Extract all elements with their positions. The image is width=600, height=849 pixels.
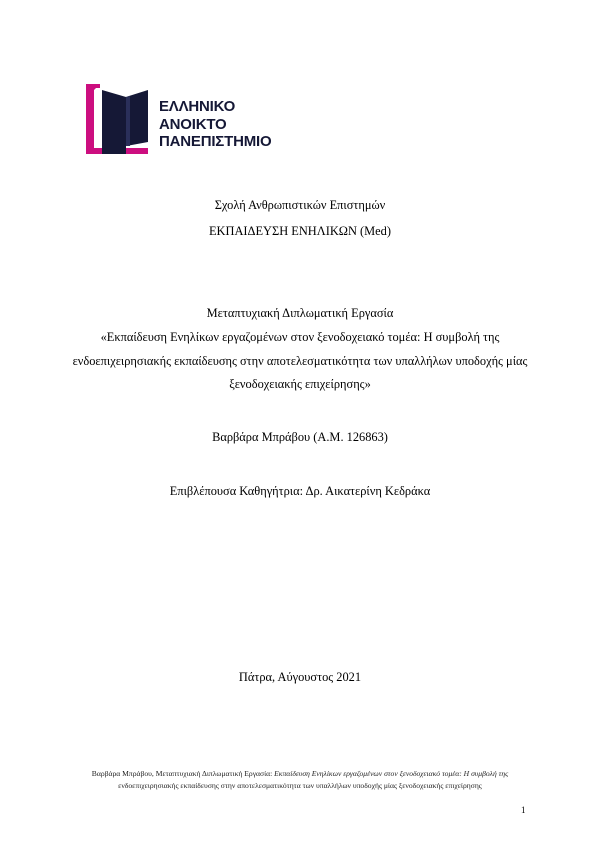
thesis-title-line-3: ξενοδοχειακής επιχείρησης»: [229, 377, 371, 391]
footer-title-part1: Εκπαίδευση Ενηλίκων εργαζομένων στον ξενοδοχειακό τομέα: Η συμβολή της: [274, 769, 509, 778]
footer-prefix: Βαρβάρα Μπράβου, Μεταπτυχιακή Διπλωματική Εργασία:: [91, 769, 273, 778]
program-name: ΕΚΠΑΙΔΕΥΣΗ ΕΝΗΛΙΚΩΝ (Med): [208, 224, 392, 238]
author: Βαρβάρα Μπράβου (Α.Μ. 126863): [212, 430, 388, 444]
page-number: 1: [521, 805, 526, 815]
thesis-title-line-1: «Εκπαίδευση Ενηλίκων εργαζομένων στον ξενοδοχειακό τομέα: Η συμβολή της: [100, 330, 500, 344]
university-logo: [86, 84, 286, 154]
logo-line-1: ΕΛΛΗΝΙΚΟ: [159, 98, 236, 115]
school-name: Σχολή Ανθρωπιστικών Επιστημών: [214, 198, 386, 212]
logo-mark-icon: [86, 84, 158, 154]
logo-line-2: ΑΝΟΙΚΤΟ: [159, 115, 227, 133]
logo-wordmark: [159, 98, 271, 151]
footer-line-1: [60, 769, 540, 778]
logo-line-3: ΠΑΝΕΠΙΣΤΗΜΙΟ: [159, 133, 272, 150]
place-date: Πάτρα, Αύγουστος 2021: [238, 670, 362, 684]
footer-line-2: ενδοεπιχειρησιακής εκπαίδευσης στην αποτελεσματικότητα των υπαλλήλων υποδοχής μίας ξενοδοχειακής επιχείρησης: [118, 781, 482, 790]
thesis-type: Μεταπτυχιακή Διπλωματική Εργασία: [206, 306, 394, 320]
supervisor: Επιβλέπουσα Καθηγήτρια: Δρ. Αικατερίνη Κεδράκα: [169, 484, 431, 498]
thesis-title-line-2: ενδοεπιχειρησιακής εκπαίδευσης στην αποτελεσματικότητα των υπαλλήλων υποδοχής μίας: [72, 354, 528, 368]
